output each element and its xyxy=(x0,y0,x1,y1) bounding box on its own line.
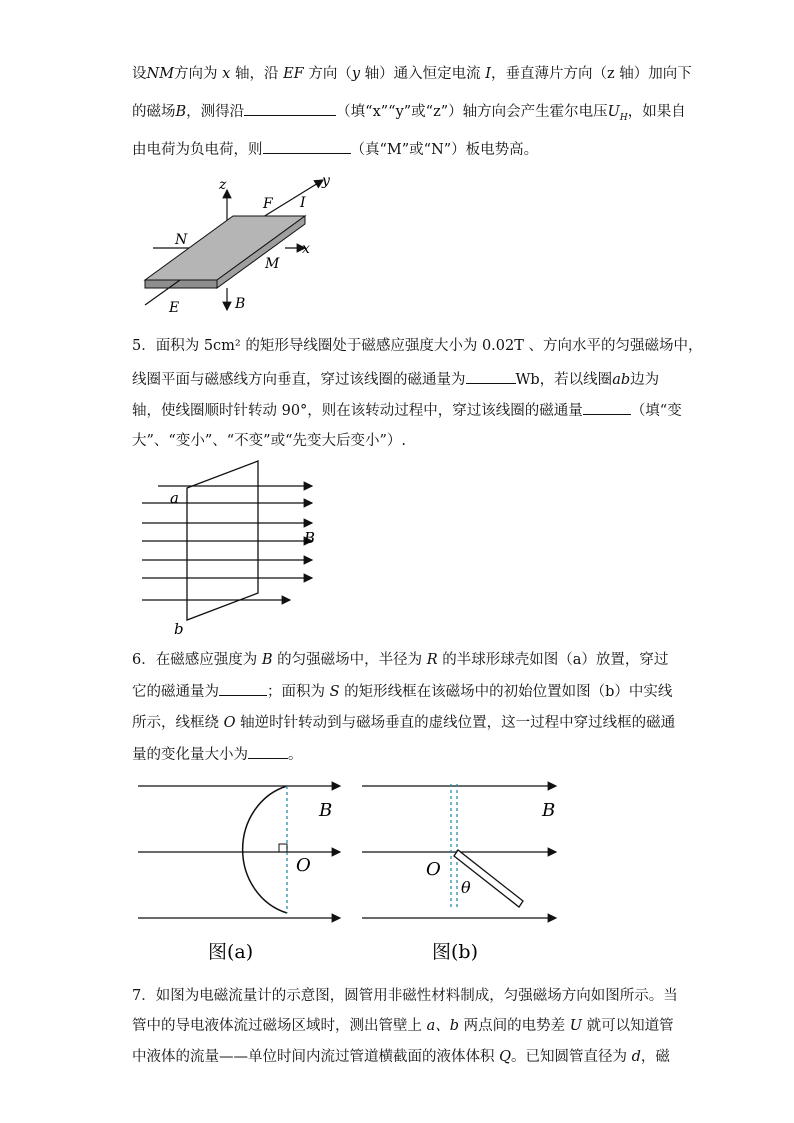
answer-blank[interactable] xyxy=(219,681,267,696)
caption-b: 图(b) xyxy=(432,941,478,963)
field-lines xyxy=(142,486,312,600)
q5-text: Wb，若以线圈 xyxy=(515,372,613,388)
answer-blank[interactable] xyxy=(263,139,351,154)
q7-U: U xyxy=(569,1018,582,1034)
figure-a xyxy=(130,770,350,970)
q4-B: B xyxy=(175,104,187,120)
q4-y: y xyxy=(351,66,361,82)
label-O: O xyxy=(296,855,311,876)
label-N: N xyxy=(175,232,188,248)
q6-line-3 xyxy=(132,713,675,733)
q5-line-1 xyxy=(132,336,703,356)
q6-text: 它的磁通量为 xyxy=(132,684,219,700)
q4-I: I xyxy=(485,66,491,82)
q4-text: （真“M”或“N”）板电势高。 xyxy=(350,142,539,158)
q7-Q: Q xyxy=(499,1049,511,1065)
answer-blank[interactable] xyxy=(248,744,288,759)
q7-ab: a、b xyxy=(426,1018,460,1034)
q7-text: 。已知圆管直径为 xyxy=(511,1049,627,1065)
q6-O: O xyxy=(223,715,236,731)
label-a: a xyxy=(170,489,179,507)
q7-d: d xyxy=(631,1049,641,1065)
label-theta: θ xyxy=(461,878,471,897)
q6-text: 量的变化量大小为 xyxy=(132,747,248,763)
q6-line-1 xyxy=(132,650,668,670)
q6-text: 所示，线框绕 xyxy=(132,715,219,731)
q4-text: 的磁场 xyxy=(132,104,176,120)
q7-text: 两点间的电势差 xyxy=(463,1018,566,1034)
label-y: y xyxy=(322,173,330,189)
q4-text: ，如果自 xyxy=(627,104,686,120)
q6-B: B xyxy=(261,652,273,668)
field-lines-a xyxy=(138,786,340,918)
q7-text: 中液体的流量——单位时间内流过管道横截面的液体体积 xyxy=(132,1049,495,1065)
q4-text: 由电荷为负电荷，则 xyxy=(132,142,263,158)
label-O: O xyxy=(426,859,441,880)
q4-text: （填“x”“y”或“z”）轴方向会产生霍尔电压 xyxy=(336,104,608,120)
q4-text: 轴，沿 xyxy=(234,66,279,82)
q6-text: 6．在磁感应强度为 xyxy=(132,652,258,668)
q6-text: 的半球形球壳如图（a）放置，穿过 xyxy=(442,652,669,668)
q6-R: R xyxy=(426,652,438,668)
label-B: B xyxy=(304,529,316,547)
answer-blank[interactable] xyxy=(583,400,631,415)
q7-text: 7．如图为电磁流量计的示意图，圆管用非磁性材料制成，匀强磁场方向如图所示。当 xyxy=(132,988,678,1004)
label-I: I xyxy=(300,195,306,211)
q6-text: 的匀强磁场中，半径为 xyxy=(277,652,423,668)
right-angle-mark xyxy=(279,844,287,852)
q5-line-2 xyxy=(132,369,659,390)
q7-text: 就可以知道管 xyxy=(586,1018,674,1034)
answer-blank[interactable] xyxy=(466,369,516,384)
answer-blank[interactable] xyxy=(244,101,336,116)
label-B: B xyxy=(235,296,246,312)
q5-text: 线圈平面与磁感线方向垂直，穿过该线圈的磁通量为 xyxy=(132,372,466,388)
q4-U-sub: H xyxy=(619,112,628,123)
q6-text: 的矩形线框在该磁场中的初始位置如图（b）中实线 xyxy=(344,684,673,700)
q4-U: U xyxy=(607,104,620,120)
q6-S: S xyxy=(329,684,340,700)
q4-line-1 xyxy=(132,64,692,84)
hall-plate-figure xyxy=(135,170,335,320)
q6-line-4 xyxy=(132,744,303,765)
q5-text: 轴，使线圈顺时针转动 90°，则在该转动过程中，穿过该线圈的磁通量 xyxy=(132,403,583,419)
q4-text: 方向（ xyxy=(308,66,352,82)
q6-text: 轴逆时针转动到与磁场垂直的虚线位置，这一过程中穿过线框的磁通 xyxy=(240,715,676,731)
q4-text: 方向为 xyxy=(174,66,218,82)
q4-line-2 xyxy=(132,101,686,128)
q4-text: ，垂直薄片方向（z 轴）加向下 xyxy=(490,66,692,82)
label-E: E xyxy=(169,300,180,316)
q7-text: ，磁 xyxy=(640,1049,670,1065)
hemisphere-shell xyxy=(243,786,287,913)
q5-line-4 xyxy=(132,431,406,451)
label-B: B xyxy=(319,800,333,821)
q6-text: 。 xyxy=(288,747,303,763)
q4-ef: EF xyxy=(283,66,304,82)
coil-figure xyxy=(130,458,330,638)
q5-ab: ab xyxy=(612,372,631,388)
caption-a: 图(a) xyxy=(208,941,254,963)
label-z: z xyxy=(219,177,227,193)
q7-text: 管中的导电液体流过磁场区域时，测出管壁上 xyxy=(132,1018,422,1034)
label-M: M xyxy=(265,256,280,272)
q4-text: 设 xyxy=(132,66,147,82)
q4-line-3 xyxy=(132,139,538,160)
q7-line-1 xyxy=(132,986,678,1006)
q6-text: ；面积为 xyxy=(267,684,325,700)
figure-b xyxy=(360,770,570,970)
q5-text: 5．面积为 5cm² 的矩形导线圈处于磁感应强度大小为 0.02T 、方向水平的匀强磁场中， xyxy=(132,338,703,354)
q4-text: 轴）通入恒定电流 xyxy=(364,66,481,82)
q4-x: x xyxy=(222,66,231,82)
q5-text: 边为 xyxy=(630,372,660,388)
q7-line-2 xyxy=(132,1016,674,1036)
label-F: F xyxy=(263,196,273,212)
q5-line-3 xyxy=(132,400,682,421)
q7-line-3 xyxy=(132,1047,670,1067)
label-b: b xyxy=(174,620,184,638)
q5-text: （填“变 xyxy=(630,403,682,419)
label-B: B xyxy=(542,800,556,821)
plate-front xyxy=(145,280,217,288)
q6-line-2 xyxy=(132,681,672,702)
q5-text: 大”、“变小”、“不变”或“先变大后变小”）. xyxy=(132,433,406,449)
q4-text: ，测得沿 xyxy=(186,104,245,120)
q4-nm: NM xyxy=(146,66,175,82)
label-x: x xyxy=(302,241,310,257)
